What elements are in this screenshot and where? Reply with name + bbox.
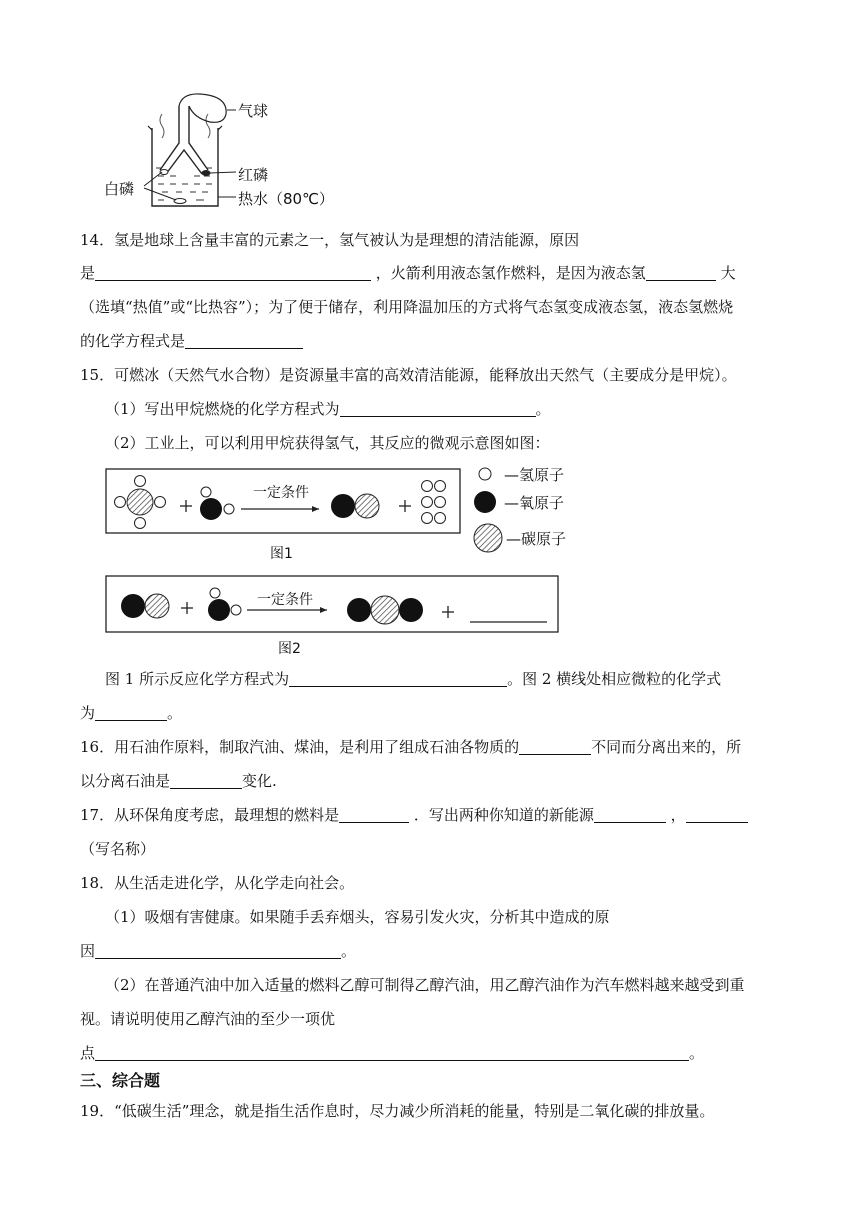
atom-legend: [472, 464, 592, 554]
q16-text-c: 以分离石油是: [80, 772, 171, 790]
q15-after-line1: [105, 668, 721, 689]
legend-hydrogen-text: 氢原子: [519, 466, 565, 484]
legend-carbon: —碳原子: [506, 530, 567, 548]
hot-water-label: 热水（80℃）: [238, 190, 334, 208]
q15-part1-text: （1）写出甲烷燃烧的化学方程式为: [105, 400, 340, 418]
q17-text-b: ．写出两种你知道的新能源: [413, 806, 594, 824]
q15-blank-methane-eq[interactable]: [340, 401, 536, 417]
q16-line1: [80, 736, 741, 757]
phosphorus-apparatus-figure: [100, 88, 360, 213]
q14-line2: [80, 262, 736, 283]
q18-part1: （1）吸烟有害健康。如果随手丢弃烟头，容易引发火灾，分析其中造成的原: [105, 908, 610, 926]
q16-text-b: 不同而分离出来的，所: [591, 738, 742, 756]
q14-text-d: 的化学方程式是: [80, 332, 186, 350]
q16-line2: [80, 770, 277, 791]
q16-text-a: 16．用石油作原料，制取汽油、煤油，是利用了组成石油各物质的: [80, 738, 520, 756]
q15-after-end: 。: [167, 704, 183, 722]
legend-oxygen: —氧原子: [504, 494, 565, 512]
reaction-figure-2-drawing: [105, 574, 561, 636]
q18-part2-line1: （2）在普通汽油中加入适量的燃料乙醇可制得乙醇汽油，用乙醇汽油作为汽车燃料越来越受到重: [105, 976, 745, 994]
reaction-figure-2: [105, 574, 561, 636]
q14-line3: （选填“热值”或“比热容”）；为了便于储存，利用降温加压的方式将气态氢变成液态氢，液态氢燃烧: [80, 298, 734, 316]
q18-part1-end: 。: [341, 942, 357, 960]
q17-blank-fuel[interactable]: [339, 807, 409, 823]
q15-part2: （2）工业上，可以利用甲烷获得氢气，其反应的微观示意图如图：: [105, 434, 550, 452]
q14-line1: 14．氢是地球上含量丰富的元素之一，氢气被认为是理想的清洁能源，原因: [80, 231, 580, 249]
q16-blank-property[interactable]: [519, 739, 591, 755]
q14-blank-property[interactable]: [646, 265, 716, 281]
legend-oxygen-text: 氧原子: [519, 494, 565, 512]
q14-line4: [80, 330, 303, 351]
section-heading: 三、综合题: [80, 1071, 161, 1090]
q15-after-text2: 。图 2 横线处相应微粒的化学式: [507, 670, 722, 688]
fig2-caption: 图2: [278, 641, 301, 657]
q19-line1: 19．“低碳生活”理念，就是指生活作息时，尽力减少所消耗的能量，特别是二氧化碳的排放量。: [80, 1102, 715, 1120]
q18-part2-end: 。: [689, 1044, 705, 1062]
q17-text-a: 17．从环保角度考虑，最理想的燃料是: [80, 806, 340, 824]
q15-blank-fig1-eq[interactable]: [289, 671, 507, 687]
q18-part2-line3: [80, 1042, 704, 1063]
q18-line1: 18．从生活走进化学，从化学走向社会。: [80, 874, 355, 892]
fig1-caption: 图1: [270, 546, 293, 562]
q15-part1: [105, 398, 551, 419]
q18-part1-line2: [80, 940, 356, 961]
q18-text-c: 点: [80, 1044, 96, 1062]
q15-after-text1: 图 1 所示反应化学方程式为: [105, 670, 290, 688]
legend-hydrogen: —氢原子: [504, 466, 565, 484]
q15-after-text3: 为: [80, 704, 96, 722]
red-phosphorus-label: 红磷: [238, 166, 269, 184]
q18-text-b: 因: [80, 942, 96, 960]
q17-line2: （写名称）: [80, 840, 156, 858]
q14-text-c: 大: [720, 264, 736, 282]
q18-blank-reason[interactable]: [95, 943, 341, 959]
q18-part2-line2: 视。请说明使用乙醇汽油的至少一项优: [80, 1010, 336, 1028]
q17-text-c: ，: [670, 806, 686, 824]
q15-part1-end: 。: [535, 400, 551, 418]
white-phosphorus-label: 白磷: [104, 180, 135, 198]
q16-blank-change[interactable]: [170, 773, 242, 789]
q15-blank-formula[interactable]: [95, 705, 167, 721]
q16-text-d: 变化.: [242, 772, 277, 790]
fig2-condition: 一定条件: [257, 592, 313, 608]
q15-line1: 15．可燃冰（天然气水合物）是资源量丰富的高效清洁能源，能释放出天然气（主要成分是甲烷）。: [80, 366, 737, 384]
q17-blank-energy2[interactable]: [686, 807, 748, 823]
legend-carbon-text: 碳原子: [521, 530, 567, 548]
q18-blank-advantage[interactable]: [95, 1045, 689, 1061]
fig1-condition: 一定条件: [253, 485, 309, 501]
q17-blank-energy1[interactable]: [594, 807, 666, 823]
q14-blank-reason[interactable]: [95, 265, 371, 281]
q14-blank-equation[interactable]: [185, 333, 303, 349]
q17-line1: [80, 804, 748, 825]
q14-text-a: 是: [80, 264, 96, 282]
balloon-label: 气球: [238, 102, 269, 120]
q14-text-b: ，火箭利用液态氢作燃料，是因为液态氢: [375, 264, 646, 282]
reaction-figure-1: [105, 466, 461, 536]
q15-after-line2: [80, 702, 182, 723]
